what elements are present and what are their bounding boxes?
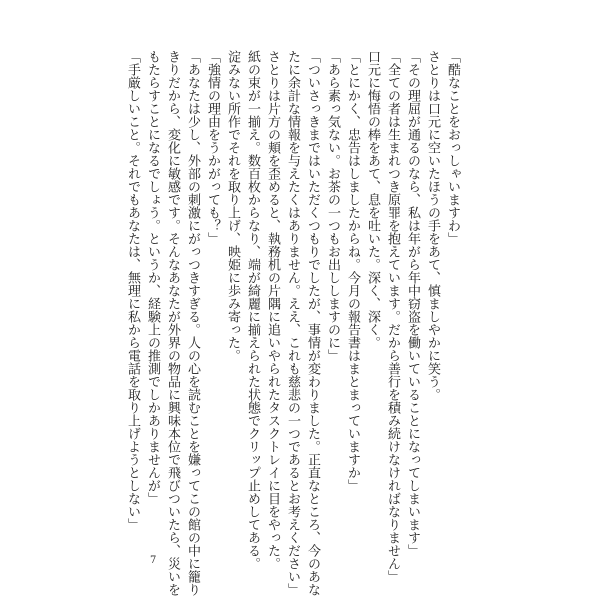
text-line: 「あなたは少し、外部の刺激にがっつきすぎる。人の心を読むことを嫌ってこの館の中に籠り [185,50,200,596]
text-line: さとりは口元に空いたほうの手をあて、慎ましやかに笑う。 [425,50,440,401]
text-line: 「その理屈が通るのなら、私は年がら年中窃盗を働いていることになってしまいます」 [405,50,420,557]
text-line: 「ついさっきまではいただくつもりでしたが、事情が変わりました。正直なところ、今のあな [305,50,320,596]
text-line: 「全ての者は生まれつき原罪を抱えています。だから善行を積み続けなければなりません」 [385,50,400,583]
text-line: たに余計な情報を与えたくはありません。ええ、これも慈悲の一つであるとお考えください」 [285,50,300,596]
text-line: もたらすことになるでしょう。というか、経験上の推測でしかありませんが」 [145,50,160,505]
text-line: 「とにかく、忠告はしましたからね。今月の報告書はまとまっていますか」 [345,50,360,492]
text-line: 「手厳しいこと。それでもあなたは、無理に私から電話を取り上げようとしない」 [125,50,140,531]
page-number: 7 [150,555,157,566]
text-line: 紙の束が一揃え。数百枚からなり、端が綺麗に揃えられた状態でクリップ止めしてある。 [245,50,260,570]
text-line: さとりは片方の頬を歪めると、執務机の片隅に追いやられたタスクトレイに目をやった。 [265,50,280,570]
text-line: 「強情の理由をうかがっても？」 [205,50,220,245]
text-line: 口元に悔悟の棒をあて、息を吐いた。深く、深く。 [365,50,380,349]
text-line: きりだから、変化に敏感です。そんなあなたが外界の物品に興味本位で飛びついたら、災いを [165,50,180,596]
text-line: 淀みない所作でそれを取り上げ、映姫に歩み寄った。 [225,50,240,362]
text-line: 「酷なことをおっしゃいますわ」 [445,50,460,245]
text-line: 「あら素っ気ない。お茶の一つもお出ししますのに」 [325,50,340,362]
vertical-text-block [122,50,462,596]
